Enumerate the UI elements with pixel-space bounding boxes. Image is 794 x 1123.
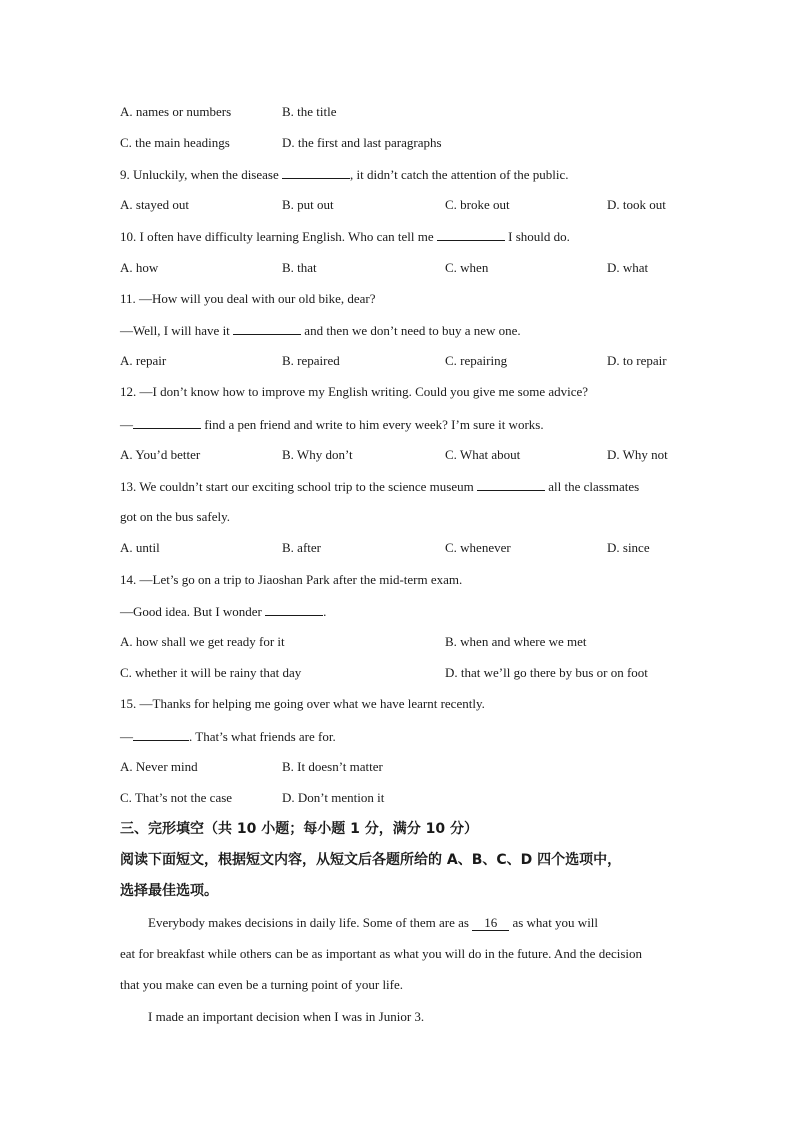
q13-stem: 13. We couldn’t start our exciting school trip to the science museum all the classmates	[120, 479, 640, 494]
q9-option-a: A. stayed out	[120, 197, 189, 212]
q15-stem: 15. —Thanks for helping me going over what we have learnt recently.	[120, 696, 485, 711]
q10-option-c: C. when	[445, 260, 489, 275]
q10-option-a: A. how	[120, 260, 159, 275]
q8-option-b: B. the title	[282, 104, 337, 119]
q11-stem: 11. —How will you deal with our old bike, dear?	[120, 291, 376, 306]
q13-option-c: C. whenever	[445, 540, 511, 555]
q13-option-d: D. since	[607, 540, 650, 555]
q12-option-c: C. What about	[445, 447, 521, 462]
q12-stem: 12. —I don’t know how to improve my English writing. Could you give me some advice?	[120, 384, 589, 399]
q11-option-c: C. repairing	[445, 353, 508, 368]
q12-option-d: D. Why not	[607, 447, 668, 462]
q14-stem: 14. —Let’s go on a trip to Jiaoshan Park after the mid-term exam.	[120, 572, 463, 587]
q15-response: — . That’s what friends are for.	[120, 729, 336, 744]
section-instruction-line2: 选择最佳选项。	[120, 883, 218, 899]
section-heading: 三、完形填空（共 10 小题；每小题 1 分，满分 10 分）	[120, 821, 478, 837]
q9-option-b: B. put out	[282, 197, 334, 212]
q13-option-b: B. after	[282, 540, 321, 555]
q13-stem-cont: got on the bus safely.	[120, 509, 230, 524]
q8-option-c: C. the main headings	[120, 135, 230, 150]
answer-blank	[282, 166, 350, 179]
passage-line2: eat for breakfast while others can be as important as what you will do in the future. And the decision	[120, 946, 643, 961]
q14-option-c: C. whether it will be rainy that day	[120, 665, 302, 680]
answer-blank	[133, 416, 201, 429]
q15-option-a: A. Never mind	[120, 759, 198, 774]
q10-option-b: B. that	[282, 260, 317, 275]
q14-option-b: B. when and where we met	[445, 634, 587, 649]
q11-response: —Well, I will have it and then we don’t need to buy a new one.	[120, 323, 521, 338]
q8-option-d: D. the first and last paragraphs	[282, 135, 442, 150]
q14-option-d: D. that we’ll go there by bus or on foot	[445, 665, 648, 680]
answer-blank	[437, 228, 505, 241]
q12-option-a: A. You’d better	[120, 447, 201, 462]
q12-response: — find a pen friend and write to him every week? I’m sure it works.	[120, 417, 544, 432]
q14-response: —Good idea. But I wonder .	[120, 604, 327, 619]
answer-blank	[133, 728, 189, 741]
q14-option-a: A. how shall we get ready for it	[120, 634, 285, 649]
numbered-blank: 16	[472, 916, 509, 931]
q9-stem: 9. Unluckily, when the disease , it didn’t catch the attention of the public.	[120, 167, 569, 182]
q11-option-d: D. to repair	[607, 353, 667, 368]
q13-option-a: A. until	[120, 540, 160, 555]
q12-option-b: B. Why don’t	[282, 447, 353, 462]
q15-option-b: B. It doesn’t matter	[282, 759, 383, 774]
passage-line1: Everybody makes decisions in daily life. Some of them are as 16 as what you will	[148, 915, 599, 930]
answer-blank	[233, 322, 301, 335]
passage-paragraph2: I made an important decision when I was in Junior 3.	[148, 1009, 425, 1024]
passage-line3: that you make can even be a turning point of your life.	[120, 977, 404, 992]
q15-option-d: D. Don’t mention it	[282, 790, 385, 805]
q9-option-c: C. broke out	[445, 197, 510, 212]
q15-option-c: C. That’s not the case	[120, 790, 233, 805]
q8-option-a: A. names or numbers	[120, 104, 232, 119]
q9-option-d: D. took out	[607, 197, 666, 212]
q11-option-b: B. repaired	[282, 353, 340, 368]
q10-option-d: D. what	[607, 260, 649, 275]
answer-blank	[265, 603, 323, 616]
q10-stem: 10. I often have difficulty learning English. Who can tell me I should do.	[120, 229, 570, 244]
q11-option-a: A. repair	[120, 353, 167, 368]
section-instruction-line1: 阅读下面短文，根据短文内容，从短文后各题所给的 A、B、C、D 四个选项中，	[120, 852, 622, 868]
answer-blank	[477, 478, 545, 491]
